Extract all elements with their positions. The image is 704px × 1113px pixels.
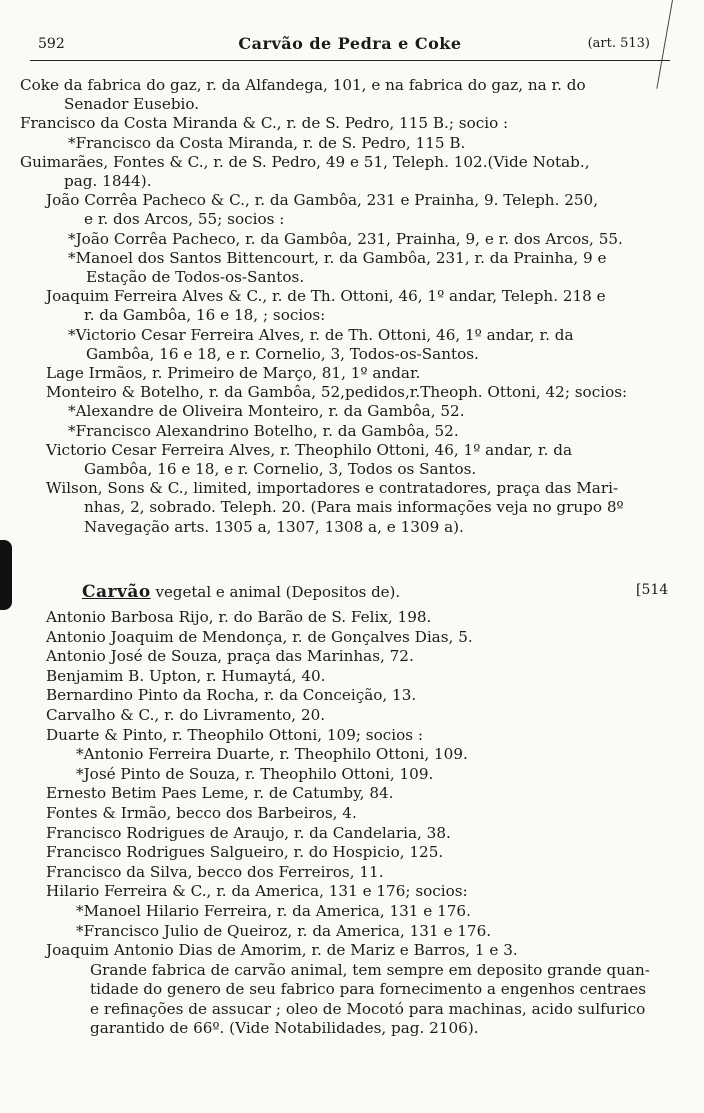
directory-entry xyxy=(46,863,686,883)
entry-line: Guimarães, Fontes & C., r. de S. Pedro, 49 e 51, Teleph. 102.(Vide Notab., xyxy=(20,152,590,171)
entry-continuation: e r. dos Arcos, 55; socios : xyxy=(84,210,285,229)
entry-line: Duarte & Pinto, r. Theophilo Ottoni, 109; socios : xyxy=(46,725,423,744)
partner-entry xyxy=(20,326,684,364)
directory-entry xyxy=(20,364,684,383)
entry-line: Antonio José de Souza, praça das Marinhas, 72. xyxy=(46,647,414,666)
entry-line: Joaquim Ferreira Alves & C., r. de Th. Ottoni, 46, 1º andar, Teleph. 218 e xyxy=(46,287,606,306)
entry-line: Francisco Rodrigues de Araujo, r. da Candelaria, 38. xyxy=(46,823,451,842)
entry-line: Ernesto Betim Paes Leme, r. de Catumby, 84. xyxy=(46,784,394,803)
page-header xyxy=(30,30,670,61)
directory-entry xyxy=(46,608,686,628)
entry-line: *Antonio Ferreira Duarte, r. Theophilo Ottoni, 109. xyxy=(76,745,468,764)
entry-line: Francisco da Silva, becco dos Ferreiros, 11. xyxy=(46,862,384,881)
entry-line: *João Corrêa Pacheco, r. da Gambôa, 231, Prainha, 9, e r. dos Arcos, 55. xyxy=(68,229,623,248)
entry-line: *José Pinto de Souza, r. Theophilo Ottoni, 109. xyxy=(76,764,434,783)
directory-entry xyxy=(46,647,686,667)
directory-entry xyxy=(46,804,686,824)
business-description xyxy=(46,961,686,1039)
entry-line: Benjamim B. Upton, r. Humaytá, 40. xyxy=(46,666,326,685)
directory-entry xyxy=(20,76,684,114)
partner-entry xyxy=(46,922,686,942)
directory-entry xyxy=(46,843,686,863)
entry-line: *Francisco Julio de Queiroz, r. da America, 131 e 176. xyxy=(76,921,492,940)
entry-line: *Manoel Hilario Ferreira, r. da America, 131 e 176. xyxy=(76,901,471,920)
section-heading xyxy=(82,582,400,602)
entry-continuation: pag. 1844). xyxy=(64,172,152,191)
description-line: garantido de 66º. (Vide Notabilidades, pag. 2106). xyxy=(90,1019,479,1038)
section-article-number: [514 xyxy=(636,582,669,598)
partner-entry xyxy=(20,402,684,421)
directory-entry xyxy=(46,667,686,687)
section-charcoal-listings xyxy=(46,608,686,1039)
margin-ink-smudge xyxy=(0,540,12,610)
description-line: e refinações de assucar ; oleo de Mocotó para machinas, acido sulfurico xyxy=(90,999,646,1018)
directory-entry xyxy=(20,383,684,402)
partner-entry xyxy=(46,902,686,922)
partner-entry xyxy=(20,249,684,287)
entry-continuation: Navegação arts. 1305 a, 1307, 1308 a, e 1309 a). xyxy=(84,517,464,536)
entry-continuation: Gambôa, 16 e 18, e r. Cornelio, 3, Todos os Santos. xyxy=(84,460,477,479)
entry-line: João Corrêa Pacheco & C., r. da Gambôa, 231 e Prainha, 9. Teleph. 250, xyxy=(46,191,599,210)
directory-entry xyxy=(46,628,686,648)
entry-line: Bernardino Pinto da Rocha, r. da Conceição, 13. xyxy=(46,686,417,705)
entry-continuation: Senador Eusebio. xyxy=(64,95,200,114)
entry-line: *Victorio Cesar Ferreira Alves, r. de Th. Ottoni, 46, 1º andar, r. da xyxy=(68,325,574,344)
entry-line: Fontes & Irmão, becco dos Barbeiros, 4. xyxy=(46,803,357,822)
directory-entry xyxy=(20,479,684,537)
entry-line: Monteiro & Botelho, r. da Gambôa, 52,pedidos,r.Theoph. Ottoni, 42; socios: xyxy=(46,383,628,402)
directory-entry xyxy=(46,824,686,844)
entry-line: Antonio Joaquim de Mendonça, r. de Gonçalves Dias, 5. xyxy=(46,627,473,646)
page-number: 592 xyxy=(38,36,65,52)
entry-line: Francisco da Costa Miranda & C., r. de S. Pedro, 115 B.; socio : xyxy=(20,114,509,133)
entry-line: Lage Irmãos, r. Primeiro de Março, 81, 1º andar. xyxy=(46,364,421,383)
entry-line: Wilson, Sons & C., limited, importadores e contratadores, praça das Mari- xyxy=(46,479,619,498)
directory-entry xyxy=(20,191,684,229)
page-title: Carvão de Pedra e Coke xyxy=(238,34,462,53)
partner-entry xyxy=(46,765,686,785)
entry-continuation: r. da Gambôa, 16 e 18, ; socios: xyxy=(84,306,326,325)
entry-line: Carvalho & C., r. do Livramento, 20. xyxy=(46,705,326,724)
entry-continuation: Estação de Todos-os-Santos. xyxy=(86,268,305,287)
entry-line: Joaquim Antonio Dias de Amorim, r. de Mariz e Barros, 1 e 3. xyxy=(46,941,518,960)
directory-entry xyxy=(46,882,686,902)
heading-name: Carvão xyxy=(82,582,151,602)
partner-entry xyxy=(20,230,684,249)
section-coke-listings xyxy=(20,76,684,537)
description-line: Grande fabrica de carvão animal, tem sempre em deposito grande quan- xyxy=(90,960,650,979)
entry-line: Francisco Rodrigues Salgueiro, r. do Hospicio, 125. xyxy=(46,843,444,862)
directory-entry xyxy=(46,706,686,726)
entry-line: *Francisco da Costa Miranda, r. de S. Pedro, 115 B. xyxy=(68,133,466,152)
entry-line: Victorio Cesar Ferreira Alves, r. Theophilo Ottoni, 46, 1º andar, r. da xyxy=(46,440,573,459)
entry-continuation: Gambôa, 16 e 18, e r. Cornelio, 3, Todos-os-Santos. xyxy=(86,344,479,363)
directory-entry xyxy=(46,784,686,804)
article-number: (art. 513) xyxy=(587,36,650,51)
partner-entry xyxy=(20,422,684,441)
heading-description: vegetal e animal (Depositos de). xyxy=(155,583,401,601)
entry-line: *Alexandre de Oliveira Monteiro, r. da Gambôa, 52. xyxy=(68,402,465,421)
entry-line: Antonio Barbosa Rijo, r. do Barão de S. Felix, 198. xyxy=(46,608,432,626)
partner-entry xyxy=(20,134,684,153)
partner-entry xyxy=(46,745,686,765)
directory-entry xyxy=(20,441,684,479)
directory-entry xyxy=(20,114,684,133)
entry-line: Coke da fabrica do gaz, r. da Alfandega, 101, e na fabrica do gaz, na r. do xyxy=(20,76,586,94)
directory-entry xyxy=(20,287,684,325)
directory-entry xyxy=(20,153,684,191)
directory-entry xyxy=(46,941,686,961)
entry-line: *Francisco Alexandrino Botelho, r. da Gambôa, 52. xyxy=(68,421,459,440)
directory-entry xyxy=(46,686,686,706)
entry-line: *Manoel dos Santos Bittencourt, r. da Gambôa, 231, r. da Prainha, 9 e xyxy=(68,248,607,267)
entry-line: Hilario Ferreira & C., r. da America, 131 e 176; socios: xyxy=(46,882,468,901)
description-line: tidade do genero de seu fabrico para fornecimento a engenhos centraes xyxy=(90,980,647,999)
entry-continuation: nhas, 2, sobrado. Teleph. 20. (Para mais informações veja no grupo 8º xyxy=(84,498,624,517)
directory-entry xyxy=(46,726,686,746)
